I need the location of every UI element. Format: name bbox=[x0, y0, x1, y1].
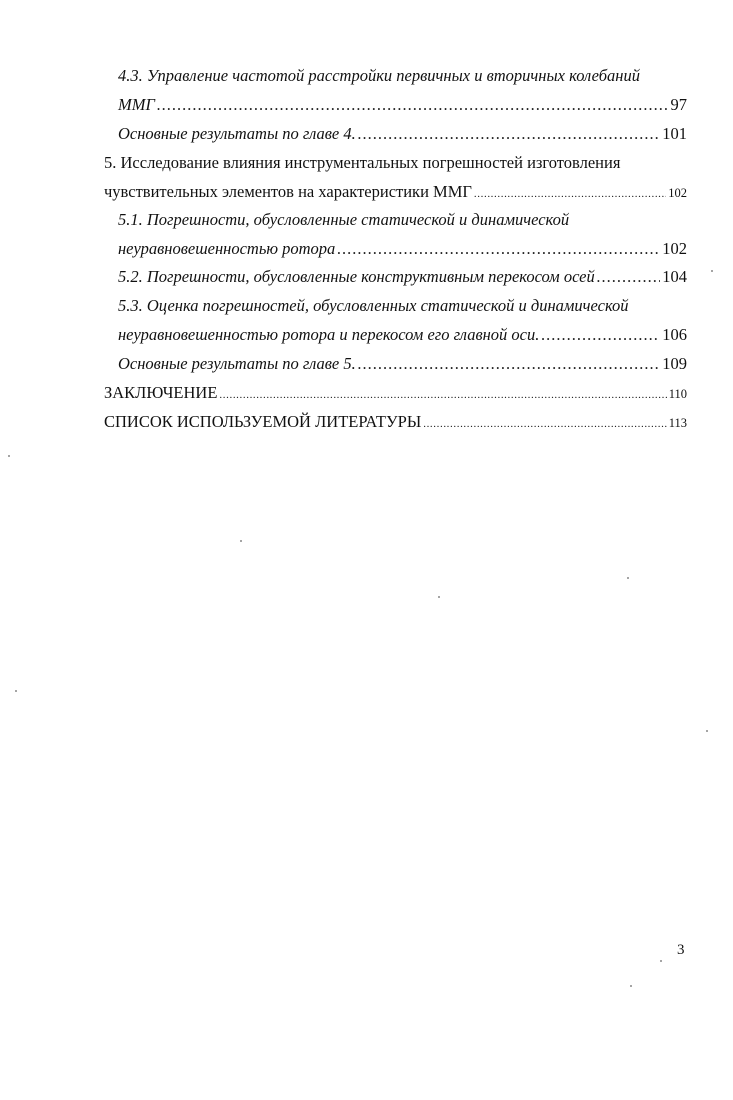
dot-leader bbox=[358, 354, 660, 374]
toc-entry-label: Основные результаты по главе 4. bbox=[118, 124, 356, 143]
scan-speck bbox=[8, 455, 10, 457]
toc-entry-label: 5.2. Погрешности, обусловленные конструктивным перекосом осей bbox=[118, 267, 595, 286]
toc-entry-label: неуравновешенностью ротора и перекосом его главной оси. bbox=[118, 325, 540, 344]
toc-entry-label: Основные результаты по главе 5. bbox=[118, 354, 356, 373]
scan-speck bbox=[438, 596, 440, 598]
toc-page-number: 102 bbox=[662, 239, 687, 258]
dot-leader bbox=[358, 124, 660, 144]
toc-page-number: 101 bbox=[662, 124, 687, 143]
dot-leader bbox=[474, 184, 666, 204]
toc-entry-label: ЗАКЛЮЧЕНИЕ bbox=[104, 383, 218, 402]
scan-speck bbox=[706, 730, 708, 732]
toc-entry-label: ММГ bbox=[118, 95, 155, 114]
dot-leader bbox=[337, 239, 660, 259]
scan-speck bbox=[15, 690, 17, 692]
toc-page-number: 106 bbox=[662, 325, 687, 344]
toc-conclusion[interactable] bbox=[104, 383, 687, 405]
scan-speck bbox=[660, 960, 662, 962]
toc-entry-4-3-title: 4.3. Управление частотой расстройки первичных и вторичных колебаний bbox=[118, 66, 640, 85]
toc-entry-5-2[interactable] bbox=[118, 267, 687, 287]
toc-page-number: 104 bbox=[662, 267, 687, 286]
toc-entry-label: СПИСОК ИСПОЛЬЗУЕМОЙ ЛИТЕРАТУРЫ bbox=[104, 412, 422, 431]
toc-entry-4-3[interactable] bbox=[118, 95, 687, 115]
toc-page-number: 113 bbox=[668, 416, 687, 430]
toc-entry-5-results[interactable] bbox=[118, 354, 687, 374]
toc-entry-5-1-title: 5.1. Погрешности, обусловленные статической и динамической bbox=[118, 210, 570, 229]
scan-speck bbox=[240, 540, 242, 542]
scan-speck bbox=[711, 270, 713, 272]
scan-speck bbox=[627, 577, 629, 579]
dot-leader bbox=[219, 385, 666, 405]
toc-entry-5-3-title: 5.3. Оценка погрешностей, обусловленных статической и динамической bbox=[118, 296, 629, 315]
toc-entry-5-3[interactable] bbox=[118, 325, 687, 345]
toc-page-number: 102 bbox=[668, 186, 687, 200]
dot-leader bbox=[423, 414, 666, 434]
toc-page-number: 109 bbox=[662, 354, 687, 373]
toc-chapter-5-title: 5. Исследование влияния инструментальных погрешностей изготовления bbox=[104, 153, 621, 172]
toc-entry-label: чувствительных элементов на характеристики ММГ bbox=[104, 182, 472, 201]
page-number: 3 bbox=[677, 942, 685, 958]
toc-entry-5-1[interactable] bbox=[118, 239, 687, 259]
toc-chapter-5[interactable] bbox=[104, 182, 687, 204]
dot-leader bbox=[541, 325, 660, 345]
scan-speck bbox=[630, 985, 632, 987]
toc-references[interactable] bbox=[104, 412, 687, 434]
toc-page-number: 97 bbox=[670, 95, 687, 114]
toc-page-number: 110 bbox=[668, 387, 687, 401]
dot-leader bbox=[597, 267, 661, 287]
dot-leader bbox=[157, 95, 669, 115]
toc-entry-label: неуравновешенностью ротора bbox=[118, 239, 336, 258]
toc-entry-4-results[interactable] bbox=[118, 124, 687, 144]
